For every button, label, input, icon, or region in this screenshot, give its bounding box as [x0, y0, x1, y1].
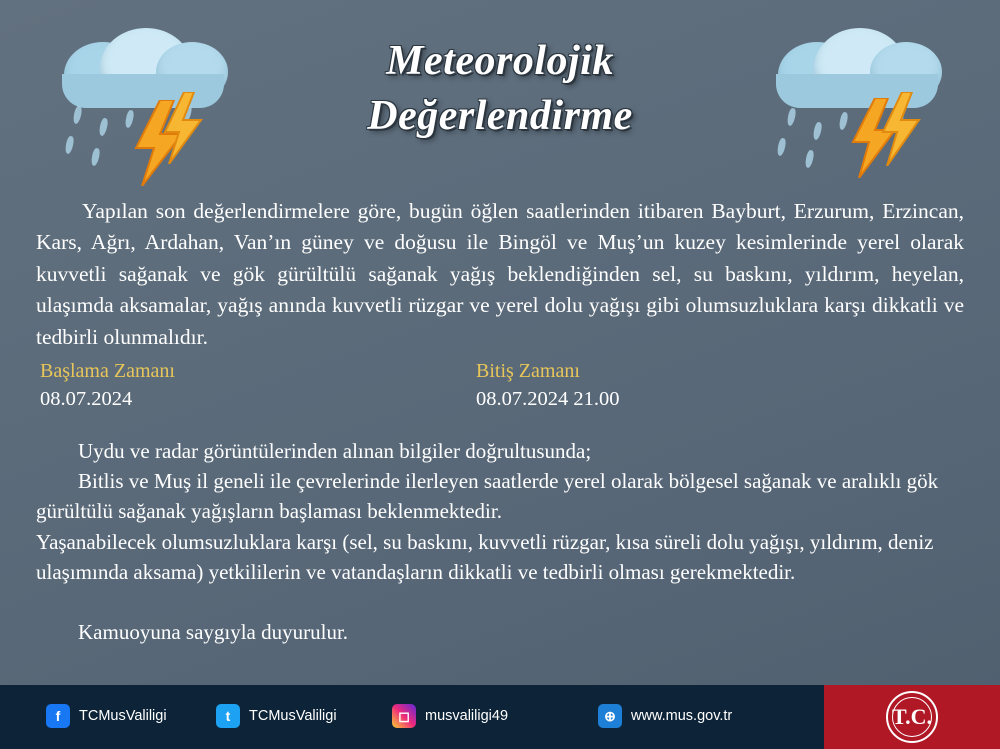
emblem-monogram: T.C.	[892, 704, 932, 729]
secondary-notice-block	[36, 436, 964, 647]
twitter-icon: t	[216, 704, 240, 728]
raindrop-icon	[90, 147, 101, 166]
facebook-handle: TCMusValiligi	[79, 708, 167, 724]
main-warning-paragraph: Yapılan son değerlendirmelere göre, bugün öğlen saatlerinden itibaren Bayburt, Erzurum, Erzincan, Kars, Ağrı, Ardahan, Van’ın güney ve doğusu ile Bingöl ve Muş’un kuzey kesimlerinde yerel olarak kuvvetli sağanak ve gök gürültülü sağanak yağış beklendiğinden sel, su baskını, yıldırım, heyelan, ulaşımda aksamalar, yağış anında kuvvetli rüzgar ve yerel dolu yağışı gibi olumsuzluklara karşı dikkatli ve tedbirli olunmalıdır.	[36, 199, 964, 349]
start-time-value: 08.07.2024	[40, 388, 133, 410]
twitter-handle: TCMusValiligi	[249, 708, 337, 724]
end-time-group	[476, 358, 620, 415]
instagram-handle: musvaliligi49	[425, 708, 509, 724]
republic-emblem-icon	[886, 691, 938, 743]
page-title-line-1: Meteorolojik	[386, 38, 614, 84]
end-time-value: 08.07.2024 21.00	[476, 388, 620, 410]
closing-line: Kamuoyuna saygıyla duyurulur.	[78, 620, 349, 645]
facebook-icon: f	[46, 704, 70, 728]
globe-icon: ⊕	[598, 704, 622, 728]
start-time-group	[40, 358, 175, 415]
website-url: www.mus.gov.tr	[631, 708, 733, 724]
social-link-twitter[interactable]	[216, 704, 337, 728]
secondary-line-2: Bitlis ve Muş il geneli ile çevrelerinde ilerleyen saatlerde yerel olarak bölgesel sağanak ve aralıklı gök gürültülü sağanak yağışların başlaması beklenmektedir.	[36, 469, 939, 524]
time-range-section	[36, 358, 964, 428]
start-time-label: Başlama Zamanı	[40, 360, 175, 382]
secondary-line-1: Uydu ve radar görüntülerinden alınan bilgiler doğrultusunda;	[78, 439, 592, 463]
page-title	[0, 34, 1000, 145]
footer-bar	[0, 685, 1000, 749]
raindrop-icon	[804, 149, 815, 168]
website-link[interactable]	[598, 704, 732, 728]
page-title-line-2: Değerlendirme	[367, 93, 633, 140]
social-link-facebook[interactable]	[46, 704, 167, 728]
secondary-line-3: Yaşanabilecek olumsuzluklara karşı (sel, su baskını, kuvvetli rüzgar, kısa süreli dolu yağışı, yıldırım, deniz ulaşımında aksama) yetkililerin ve vatandaşların dikkatli ve tedbirli olması gerekmektedir.	[36, 529, 934, 584]
instagram-icon: ◻	[392, 704, 416, 728]
social-link-instagram[interactable]	[392, 704, 508, 728]
end-time-label: Bitiş Zamanı	[476, 360, 580, 382]
